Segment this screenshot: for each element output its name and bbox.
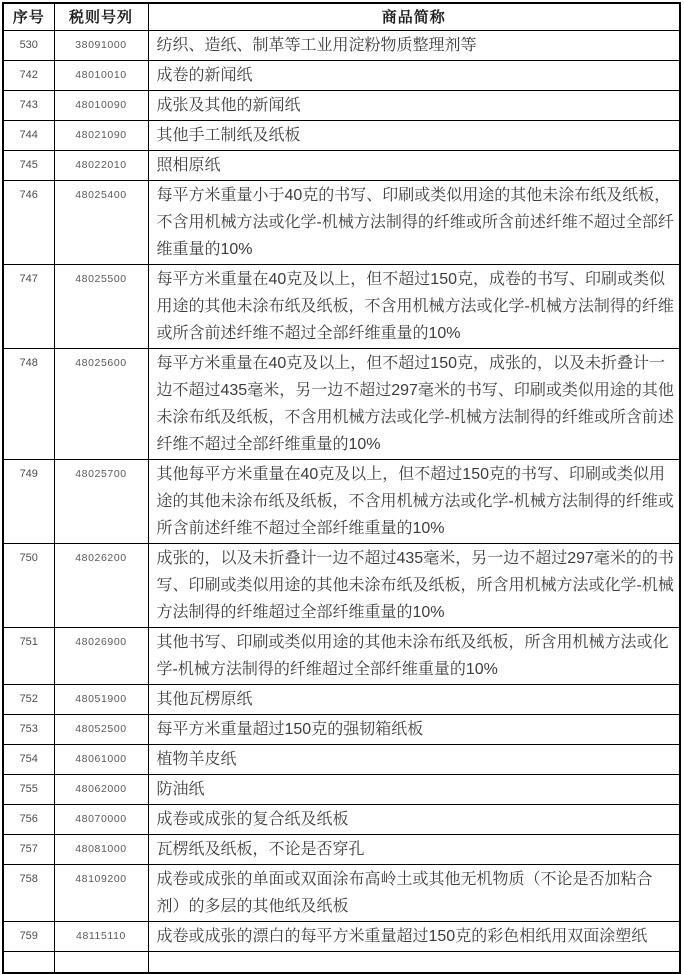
table-row <box>3 744 680 774</box>
cell-serial: 756 <box>3 804 54 834</box>
table-row <box>3 120 680 150</box>
cell-serial: 742 <box>3 60 54 90</box>
cell-serial: 758 <box>3 864 54 921</box>
cell-tariff-code: 48010010 <box>54 60 148 90</box>
table-row <box>3 60 680 90</box>
cell-product-name: 每平方米重量在40克及以上，但不超过150克，成张的，以及未折叠计一边不超过435毫米，另一边不超过297毫米的书写、印刷或类似用途的其他未涂布纸及纸板，不含用机械方法或化学-机械方法制得的纤维或所含前述纤维不超过全部纤维重量的10% <box>148 348 680 459</box>
cell-product-name: 每平方米重量在40克及以上，但不超过150克，成卷的书写、印刷或类似用途的其他未涂布纸及纸板，不含用机械方法或化学-机械方法制得的纤维或所含前述纤维不超过全部纤维重量的10% <box>148 264 680 348</box>
cell-tariff-code: 38091000 <box>54 30 148 60</box>
table-row <box>3 774 680 804</box>
cell-tariff-code: 48061000 <box>54 744 148 774</box>
table-row <box>3 180 680 264</box>
cell-serial: 752 <box>3 684 54 714</box>
cell-serial: 743 <box>3 90 54 120</box>
cell-tariff-code: 48025700 <box>54 459 148 543</box>
table-row <box>3 264 680 348</box>
table-row <box>3 627 680 684</box>
cell-serial: 755 <box>3 774 54 804</box>
cell-serial <box>3 951 54 973</box>
table-row <box>3 921 680 951</box>
cell-tariff-code: 48026200 <box>54 543 148 627</box>
cell-serial: 747 <box>3 264 54 348</box>
cell-tariff-code: 48115110 <box>54 921 148 951</box>
cell-tariff-code: 48109200 <box>54 864 148 921</box>
cell-tariff-code: 48081000 <box>54 834 148 864</box>
cell-product-name: 成卷或成张的复合纸及纸板 <box>148 804 680 834</box>
table-row <box>3 804 680 834</box>
cell-product-name <box>148 951 680 973</box>
tariff-table <box>2 2 681 974</box>
cell-tariff-code: 48025600 <box>54 348 148 459</box>
column-header-tariff-code: 税则号列 <box>54 3 148 30</box>
table-row <box>3 543 680 627</box>
cell-tariff-code: 48021090 <box>54 120 148 150</box>
cell-serial: 757 <box>3 834 54 864</box>
cell-tariff-code: 48051900 <box>54 684 148 714</box>
table-row <box>3 90 680 120</box>
cell-serial: 751 <box>3 627 54 684</box>
table-row <box>3 684 680 714</box>
table-row <box>3 150 680 180</box>
table-row <box>3 714 680 744</box>
cell-serial: 750 <box>3 543 54 627</box>
cell-serial: 745 <box>3 150 54 180</box>
column-header-serial: 序号 <box>3 3 54 30</box>
cell-tariff-code: 48025500 <box>54 264 148 348</box>
cell-tariff-code: 48010090 <box>54 90 148 120</box>
cell-serial: 759 <box>3 921 54 951</box>
cell-tariff-code: 48022010 <box>54 150 148 180</box>
cell-serial: 746 <box>3 180 54 264</box>
cell-tariff-code: 48052500 <box>54 714 148 744</box>
cell-product-name: 其他瓦楞原纸 <box>148 684 680 714</box>
cell-product-name: 成张的，以及未折叠计一边不超过435毫米，另一边不超过297毫米的的书写、印刷或类似用途的其他未涂布纸及纸板，所含用机械方法或化学-机械方法制得的纤维超过全部纤维重量的10% <box>148 543 680 627</box>
cell-product-name: 防油纸 <box>148 774 680 804</box>
cell-serial: 754 <box>3 744 54 774</box>
cell-tariff-code <box>54 951 148 973</box>
cell-product-name: 纺织、造纸、制革等工业用淀粉物质整理剂等 <box>148 30 680 60</box>
table-row <box>3 834 680 864</box>
cell-product-name: 植物羊皮纸 <box>148 744 680 774</box>
cell-product-name: 每平方米重量超过150克的强韧箱纸板 <box>148 714 680 744</box>
cell-product-name: 每平方米重量小于40克的书写、印刷或类似用途的其他未涂布纸及纸板，不含用机械方法或化学-机械方法制得的纤维或所含前述纤维不超过全部纤维重量的10% <box>148 180 680 264</box>
column-header-product-name: 商品简称 <box>148 3 680 30</box>
cell-product-name: 成张及其他的新闻纸 <box>148 90 680 120</box>
cell-product-name: 成卷或成张的漂白的每平方米重量超过150克的彩色相纸用双面涂塑纸 <box>148 921 680 951</box>
cell-serial: 748 <box>3 348 54 459</box>
cell-product-name: 瓦楞纸及纸板，不论是否穿孔 <box>148 834 680 864</box>
table-row <box>3 459 680 543</box>
cell-product-name: 成卷或成张的单面或双面涂布高岭土或其他无机物质（不论是否加粘合剂）的多层的其他纸及纸板 <box>148 864 680 921</box>
cell-tariff-code: 48070000 <box>54 804 148 834</box>
table-partial-row-cutoff <box>3 951 680 973</box>
cell-product-name: 照相原纸 <box>148 150 680 180</box>
table-header <box>3 3 680 30</box>
cell-tariff-code: 48026900 <box>54 627 148 684</box>
cell-product-name: 成卷的新闻纸 <box>148 60 680 90</box>
cell-product-name: 其他手工制纸及纸板 <box>148 120 680 150</box>
cell-serial: 749 <box>3 459 54 543</box>
table-row <box>3 30 680 60</box>
cell-serial: 530 <box>3 30 54 60</box>
cell-product-name: 其他每平方米重量在40克及以上，但不超过150克的书写、印刷或类似用途的其他未涂布纸及纸板，不含用机械方法或化学-机械方法制得的纤维或所含前述纤维不超过全部纤维重量的10% <box>148 459 680 543</box>
cell-product-name: 其他书写、印刷或类似用途的其他未涂布纸及纸板，所含用机械方法或化学-机械方法制得的纤维超过全部纤维重量的10% <box>148 627 680 684</box>
cell-tariff-code: 48025400 <box>54 180 148 264</box>
table-body <box>3 30 680 951</box>
table-row <box>3 348 680 459</box>
table-row-cutoff <box>3 951 680 973</box>
cell-serial: 753 <box>3 714 54 744</box>
table-row <box>3 864 680 921</box>
header-row <box>3 3 680 30</box>
cell-serial: 744 <box>3 120 54 150</box>
cell-tariff-code: 48062000 <box>54 774 148 804</box>
